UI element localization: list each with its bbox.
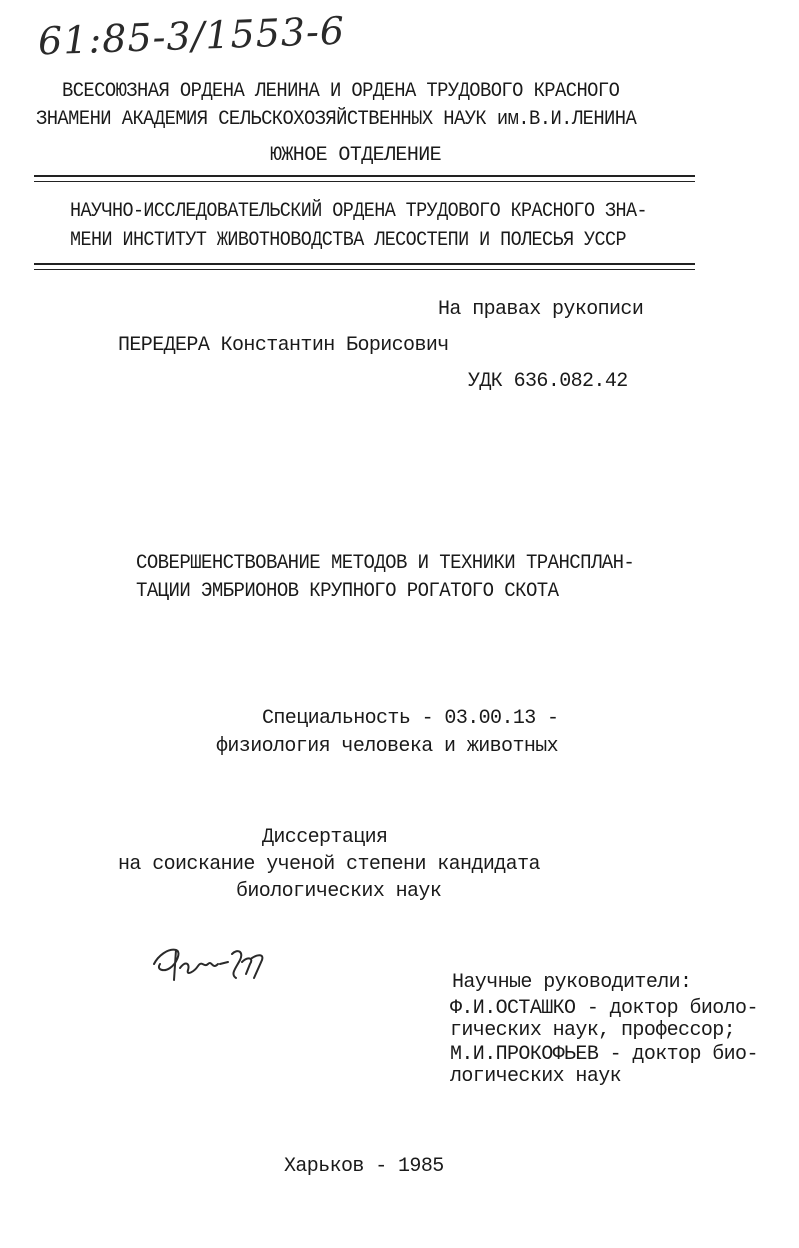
header-divider-bottom <box>34 263 695 265</box>
manuscript-note: На правах рукописи <box>438 298 644 321</box>
header-divider-bottom-thin <box>34 269 695 270</box>
institute-line-1: НАУЧНО-ИССЛЕДОВАТЕЛЬСКИЙ ОРДЕНА ТРУДОВОГО КРАСНОГО ЗНА- <box>70 200 647 223</box>
header-divider-top-thin <box>34 181 695 182</box>
academy-line-2: ЗНАМЕНИ АКАДЕМИЯ СЕЛЬСКОХОЗЯЙСТВЕННЫХ НАУК им.В.И.ЛЕНИНА <box>36 108 637 131</box>
supervisor-1-line-1: Ф.И.ОСТАШКО - доктор биоло- <box>450 997 758 1020</box>
dissertation-line-1: Диссертация <box>262 826 388 849</box>
supervisor-1-line-2: гических наук, профессор; <box>450 1019 736 1042</box>
institute-line-2: МЕНИ ИНСТИТУТ ЖИВОТНОВОДСТВА ЛЕСОСТЕПИ И ПОЛЕСЬЯ УССР <box>70 229 626 252</box>
udc-code: УДК 636.082.42 <box>468 370 628 393</box>
title-line-2: ТАЦИИ ЭМБРИОНОВ КРУПНОГО РОГАТОГО СКОТА <box>136 580 559 603</box>
dissertation-line-3: биологических наук <box>236 880 442 903</box>
dissertation-line-2: на соискание ученой степени кандидата <box>118 853 540 876</box>
city-year: Харьков - 1985 <box>284 1155 444 1178</box>
author-name: ПЕРЕДЕРА Константин Борисович <box>118 334 449 357</box>
academy-line-1: ВСЕСОЮЗНАЯ ОРДЕНА ЛЕНИНА И ОРДЕНА ТРУДОВОГО КРАСНОГО <box>62 80 620 103</box>
branch-title: ЮЖНОЕ ОТДЕЛЕНИЕ <box>270 144 442 167</box>
supervisor-2-line-1: М.И.ПРОКОФЬЕВ - доктор био- <box>450 1043 758 1066</box>
specialty-line-2: физиология человека и животных <box>216 735 559 758</box>
header-divider-top <box>34 175 695 177</box>
handwritten-signature <box>146 934 276 994</box>
supervisors-heading: Научные руководители: <box>452 971 692 994</box>
specialty-line-1: Специальность - 03.00.13 - <box>262 707 559 730</box>
supervisor-2-line-2: логических наук <box>450 1065 622 1088</box>
handwritten-shelfmark: 61:85-3/1553-6 <box>37 8 346 64</box>
title-line-1: СОВЕРШЕНСТВОВАНИЕ МЕТОДОВ И ТЕХНИКИ ТРАНСПЛАН- <box>136 552 635 575</box>
